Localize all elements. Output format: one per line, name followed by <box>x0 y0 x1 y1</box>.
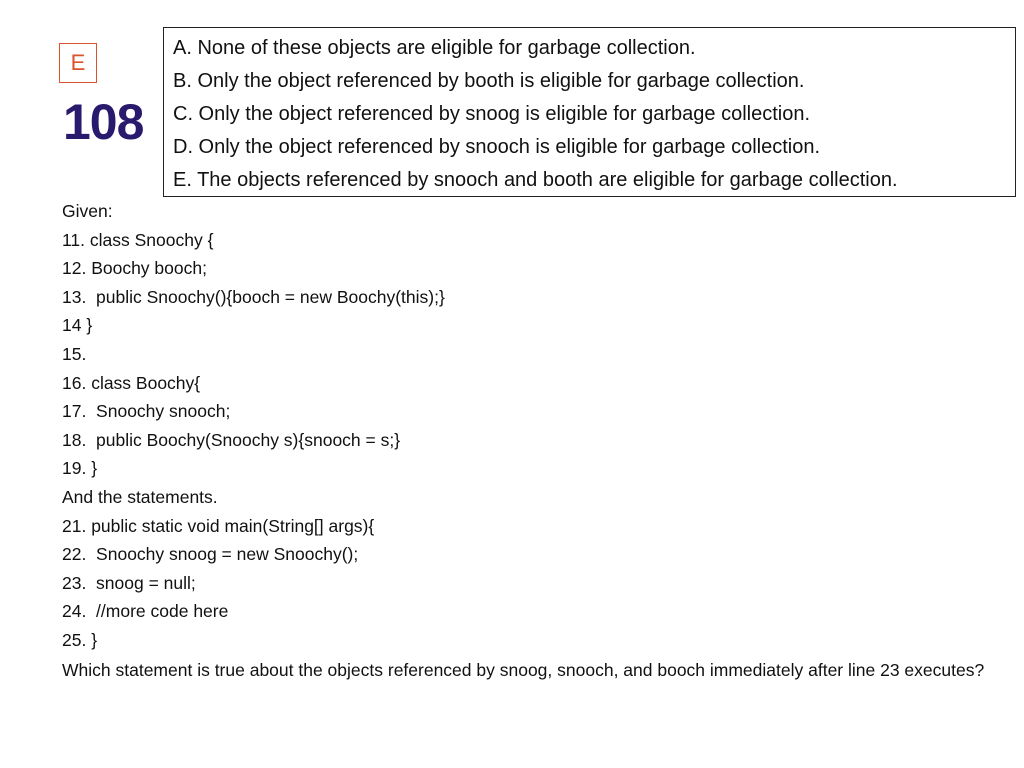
option-e: E. The objects referenced by snooch and booth are eligible for garbage collection. <box>173 169 898 191</box>
code-line: 18. public Boochy(Snoochy s){snooch = s;} <box>62 429 401 450</box>
question-text: Which statement is true about the objects referenced by snoog, snooch, and booch immediately after line 23 executes? <box>62 659 985 680</box>
code-line: 22. Snoochy snoog = new Snoochy(); <box>62 544 359 565</box>
code-line: 23. snoog = null; <box>62 572 196 593</box>
code-line: 21. public static void main(String[] args){ <box>62 515 375 536</box>
code-line: 15. <box>62 343 87 364</box>
option-d: D. Only the object referenced by snooch is eligible for garbage collection. <box>173 136 821 158</box>
code-line: 12. Boochy booch; <box>62 258 207 279</box>
code-line: 13. public Snoochy(){booch = new Boochy(this);} <box>62 286 445 307</box>
code-line: 11. class Snoochy { <box>62 229 214 250</box>
code-line: 25. } <box>62 629 98 650</box>
code-line: 14 } <box>62 315 93 336</box>
code-line: 24. //more code here <box>62 601 229 622</box>
question-number: 108 <box>63 94 144 150</box>
statements-label: And the statements. <box>62 486 218 507</box>
answer-label: E <box>59 43 97 83</box>
option-c: C. Only the object referenced by snoog is eligible for garbage collection. <box>173 103 811 125</box>
code-line: 16. class Boochy{ <box>62 372 201 393</box>
code-line: 19. } <box>62 458 98 479</box>
code-line: 17. Snoochy snooch; <box>62 401 231 422</box>
option-b: B. Only the object referenced by booth is eligible for garbage collection. <box>173 70 805 92</box>
options-box <box>163 27 1016 197</box>
given-label: Given: <box>62 201 113 221</box>
option-a: A. None of these objects are eligible for garbage collection. <box>173 37 696 59</box>
code-listing <box>62 197 985 682</box>
